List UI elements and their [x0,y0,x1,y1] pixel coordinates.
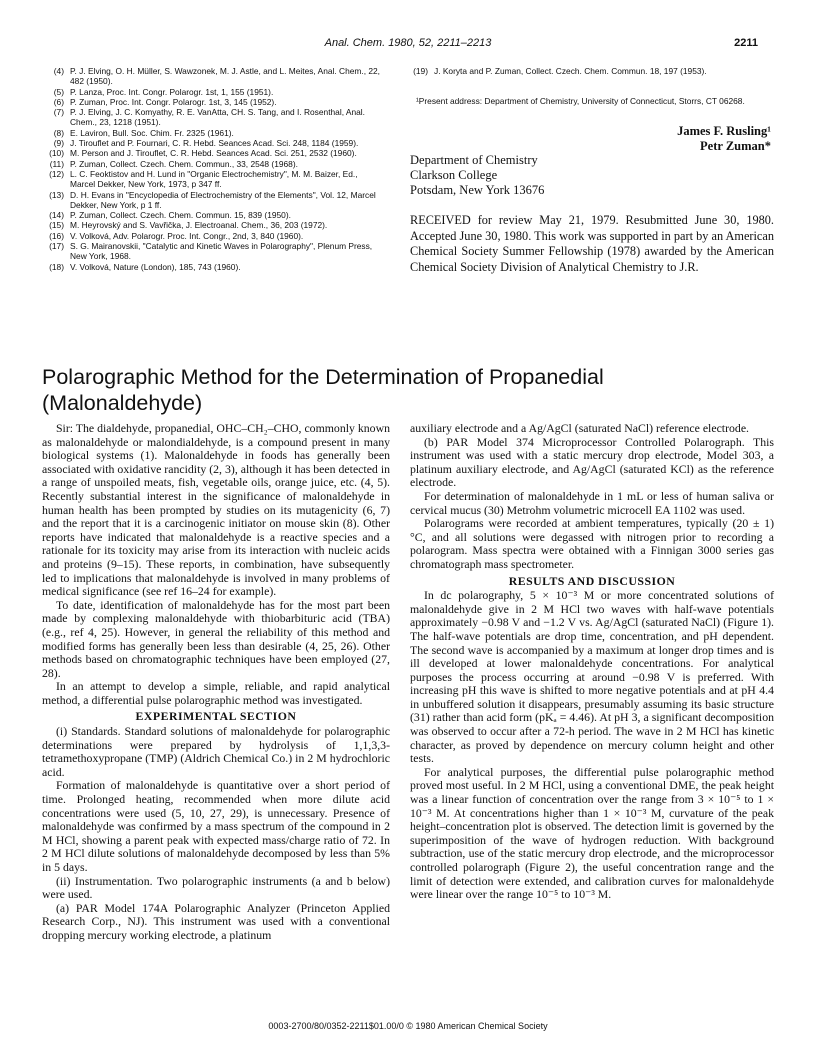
reference-item [406,66,772,76]
reference-item [42,231,384,241]
reference-item [42,87,384,97]
affiliation-line: Potsdam, New York 13676 [410,183,545,197]
present-address-footnote: ¹Present address: Department of Chemistry, University of Connecticut, Storrs, CT 06268. [416,96,745,106]
paragraph: auxiliary electrode and a Ag/AgCl (saturated NaCl) reference electrode. [410,421,749,435]
reference-number: (10) [49,148,64,159]
reference-text: M. Heyrovský and S. Vavřička, J. Electroanal. Chem., 36, 203 (1972). [70,220,328,231]
paragraph: Formation of malonaldehyde is quantitative over a short period of time. Prolonged heating, recommended when more dilute acid concentrations were used (5, 10, 27, 29), is unnecessary. Presence of malonaldehyde was confirmed by a mass spectrum of the compound in 2 M HCl, showing a parent peak with expected mass/charge ratio of 72. In 2 M HCl dilute solutions of malonaldehyde decomposed by less than 5% in 5 days. [42,778,390,874]
reference-list-left [42,66,384,272]
reference-text: S. G. Mairanovskii, "Catalytic and Kinetic Waves in Polarography", Plenum Press, New York, 1968. [70,241,373,262]
reference-number: (19) [413,66,428,76]
reference-item [42,220,384,230]
article-title-line: (Malonaldehyde) [42,391,203,415]
reference-number: (11) [49,158,64,169]
section-heading: RESULTS AND DISCUSSION [508,573,676,588]
reference-item [42,66,384,87]
reference-text: M. Person and J. Tirouflet, C. R. Hebd. Seances Acad. Sci. 251, 2532 (1960). [70,148,357,159]
article-title [42,364,782,416]
paragraph: (ii) Instrumentation. Two polarographic instruments (a and b below) were used. [42,873,390,902]
reference-number: (15) [49,220,64,231]
reference-text: P. Lanza, Proc. Int. Congr. Polarogr. 1st, 1, 155 (1951). [70,86,274,97]
affiliation [410,153,544,198]
reference-item [42,138,384,148]
reference-number: (18) [49,261,64,272]
paragraph: For analytical purposes, the differential pulse polarographic method proved most useful. In 2 M HCl, using a conventional DME, the peak height was a linear function of concentration over the range from 3 × 10⁻⁵ to 1 × 10⁻³ M. At concentrations higher than 1 × 10⁻³ M, curvature of the peak height–concentration plot is observed. The detection limit is governed by the superimposition of the wave of hydrogen reduction. With background subtraction, use of the static mercury drop electrode, and the microprocessor controlled polarograph (Figure 2), the useful concentration range and the limit of detection were extended, and calibration curves for malonaldehyde were linear over the range 10⁻⁵ to 10⁻³ M. [410,764,774,902]
reference-text: V. Volková, Nature (London), 185, 743 (1960). [70,261,241,272]
reference-item [42,262,384,272]
author-name: James F. Rusling¹ [677,124,771,138]
reference-number: (9) [53,138,64,149]
reference-item [42,169,384,190]
affiliation-line: Clarkson College [410,168,498,182]
reference-number: (5) [53,86,64,97]
reference-item [42,241,384,262]
affiliation-line: Department of Chemistry [410,153,538,167]
paragraph: To date, identification of malonaldehyde has for the most part been made by complexing malonaldehyde with thiobarbituric acid (TBA) (e.g., ref 4, 25). However, in general the reliability of this method and modified forms has generally been less than desirable (4, 25, 26). Other methods based on chromatographic techniques have been employed (27, 28). [42,597,390,680]
reference-number: (16) [49,230,64,241]
article-title-line: Polarographic Method for the Determination of Propanedial [42,365,604,389]
reference-number: (4) [53,66,64,76]
reference-number: (8) [53,127,64,138]
reference-item [42,107,384,128]
received-note: RECEIVED for review May 21, 1979. Resubmitted June 30, 1980. Accepted June 30, 1980. This work was supported in part by an American Chemical Society Summer Fellowship (1978) awarded by the American Chemical Society Division of Analytical Chemistry to J.R. [410,213,774,274]
paragraph: In an attempt to develop a simple, reliable, and rapid analytical method, a differential pulse polarographic method was investigated. [42,679,390,707]
reference-text: P. J. Elving, O. H. Müller, S. Wawzonek, M. J. Astle, and L. Meites, Anal. Chem., 22, 482 (1950). [70,66,380,87]
reference-item [42,128,384,138]
paragraph: (i) Standards. Standard solutions of malonaldehyde for polarographic determinations were prepared by hydrolysis of 1,1,3,3-tetramethoxypropane (TMP) (Aldrich Chemical Co.) in 2 M hydrochloric acid. [42,724,390,779]
reference-number: (7) [53,107,64,118]
reference-text: J. Koryta and P. Zuman, Collect. Czech. Chem. Commun. 18, 197 (1953). [434,66,707,76]
reference-text: D. H. Evans in "Encyclopedia of Electrochemistry of the Elements", Vol. 12, Marcel Dekker, New York, p 1 ff. [70,189,376,210]
body-column-right [410,422,774,902]
reference-text: V. Volková, Adv. Polarogr. Proc. Int. Congr., 2nd, 3, 840 (1960). [70,230,304,241]
reference-number: (17) [49,241,64,252]
copyright-footer: 0003-2700/80/0352-2211$01.00/0 © 1980 American Chemical Society [268,1021,548,1031]
reference-item [42,159,384,169]
reference-text: P. Zuman, Collect. Czech. Chem. Commun., 33, 2548 (1968). [70,158,298,169]
reference-text: L. C. Feoktistov and H. Lund in "Organic Electrochemistry", M. M. Baizer, Ed., Marcel Dekker, New York, 1973, p 347 ff. [70,168,358,190]
reference-number: (12) [49,168,64,179]
page-number: 2211 [734,37,758,49]
reference-item [42,210,384,220]
reference-text: P. J. Elving, J. C. Komyathy, R. E. VanAtta, CH. S. Tang, and I. Rosenthal, Anal. Chem., 23, 1218 (1951). [70,107,365,128]
section-heading: EXPERIMENTAL SECTION [135,709,297,724]
reference-list-right [406,66,772,76]
journal-citation: Anal. Chem. 1980, 52, 2211–2213 [324,37,492,49]
reference-text: P. Zuman, Proc. Int. Congr. Polarogr. 1st, 3, 145 (1952). [70,96,277,107]
reference-text: E. Laviron, Bull. Soc. Chim. Fr. 2325 (1961). [70,127,234,138]
reference-item [42,190,384,211]
reference-item [42,97,384,107]
author-block [677,124,771,154]
reference-text: J. Tirouflet and P. Fournari, C. R. Hebd. Seances Acad. Sci. 248, 1184 (1959). [70,138,359,149]
paragraph: (a) PAR Model 174A Polarographic Analyzer (Princeton Applied Research Corp., NJ). This instrument was used with a conventional dropping mercury working electrode, a platinum [42,900,390,942]
paragraph: (b) PAR Model 374 Microprocessor Controlled Polarograph. This instrument was used with a static mercury drop electrode, Model 303, a platinum auxiliary electrode, and Ag/AgCl (saturated KCl) as the reference electrode. [410,434,774,490]
reference-text: P. Zuman, Collect. Czech. Chem. Commun. 15, 839 (1950). [70,210,291,221]
author-name: Petr Zuman* [700,139,771,153]
paragraph: Polarograms were recorded at ambient temperatures, typically (20 ± 1) °C, and all solutions were degassed with nitrogen prior to recording a polarogram. Mass spectra were obtained with a Finnigan 3000 series gas chromatograph mass spectrometer. [410,516,774,571]
paragraph: For determination of malonaldehyde in 1 mL or less of human saliva or cervical mucus (30) Metrohm volumetric microcell EA 1102 was used. [410,488,774,517]
reference-number: (6) [53,96,64,107]
paragraph: Sir: The dialdehyde, propanedial, OHC–CH₂–CHO, commonly known as malonaldehyde or malondialdehyde, is a compound present in many biological systems (1). Malonaldehyde in foods has generally been associated with oxidative rancidity (2, 3), although it has been detected in a range of unspoiled meats, fish, vegetable oils, orange juice, etc. (4, 5). Recently substantial interest in the significance of malonaldehyde in human health has been prompted by studies on its mutagenicity (6, 7) and the report that it is a carcinogenic initiator on mouse skin (8). Other reports have indicated that malonaldehyde is a reactive species and a rationale for its toxicity may arise from its interaction with nucleic acids and proteins (9–15). These reports, in combination, have subsequently led to implications that malonaldehyde is involved in many problems of medical significance (see ref 16–24 for example). [42,421,390,599]
reference-number: (13) [49,189,64,200]
body-column-left [42,422,390,943]
paragraph: In dc polarography, 5 × 10⁻³ M or more concentrated solutions of malonaldehyde give in 2 M HCl two waves with half-wave potentials approximately −0.98 V and −1.2 V vs. Ag/AgCl (saturated NaCl) (Figure 1). The half-wave potentials are drop time, concentration, and pH dependent. The second wave is accompanied by a maximum at longer drop times and is ill developed at lower malonaldehyde concentrations. For analytical purposes the process occurring at around −0.98 V is preferred. With increasing pH this wave is shifted to more negative potentials and at pH 4.4 in unbuffered solution it disappears, presumably assuming its basic structure (31) rather than acid form (pKₐ = 4.46). At pH 3, a significant decomposition was observed to occur after a 72-h period. The wave in 2 M HCl has kinetic character, as proved by dependence on mercury column height and other tests. [410,588,774,766]
reference-item [42,148,384,158]
reference-number: (14) [49,210,64,221]
